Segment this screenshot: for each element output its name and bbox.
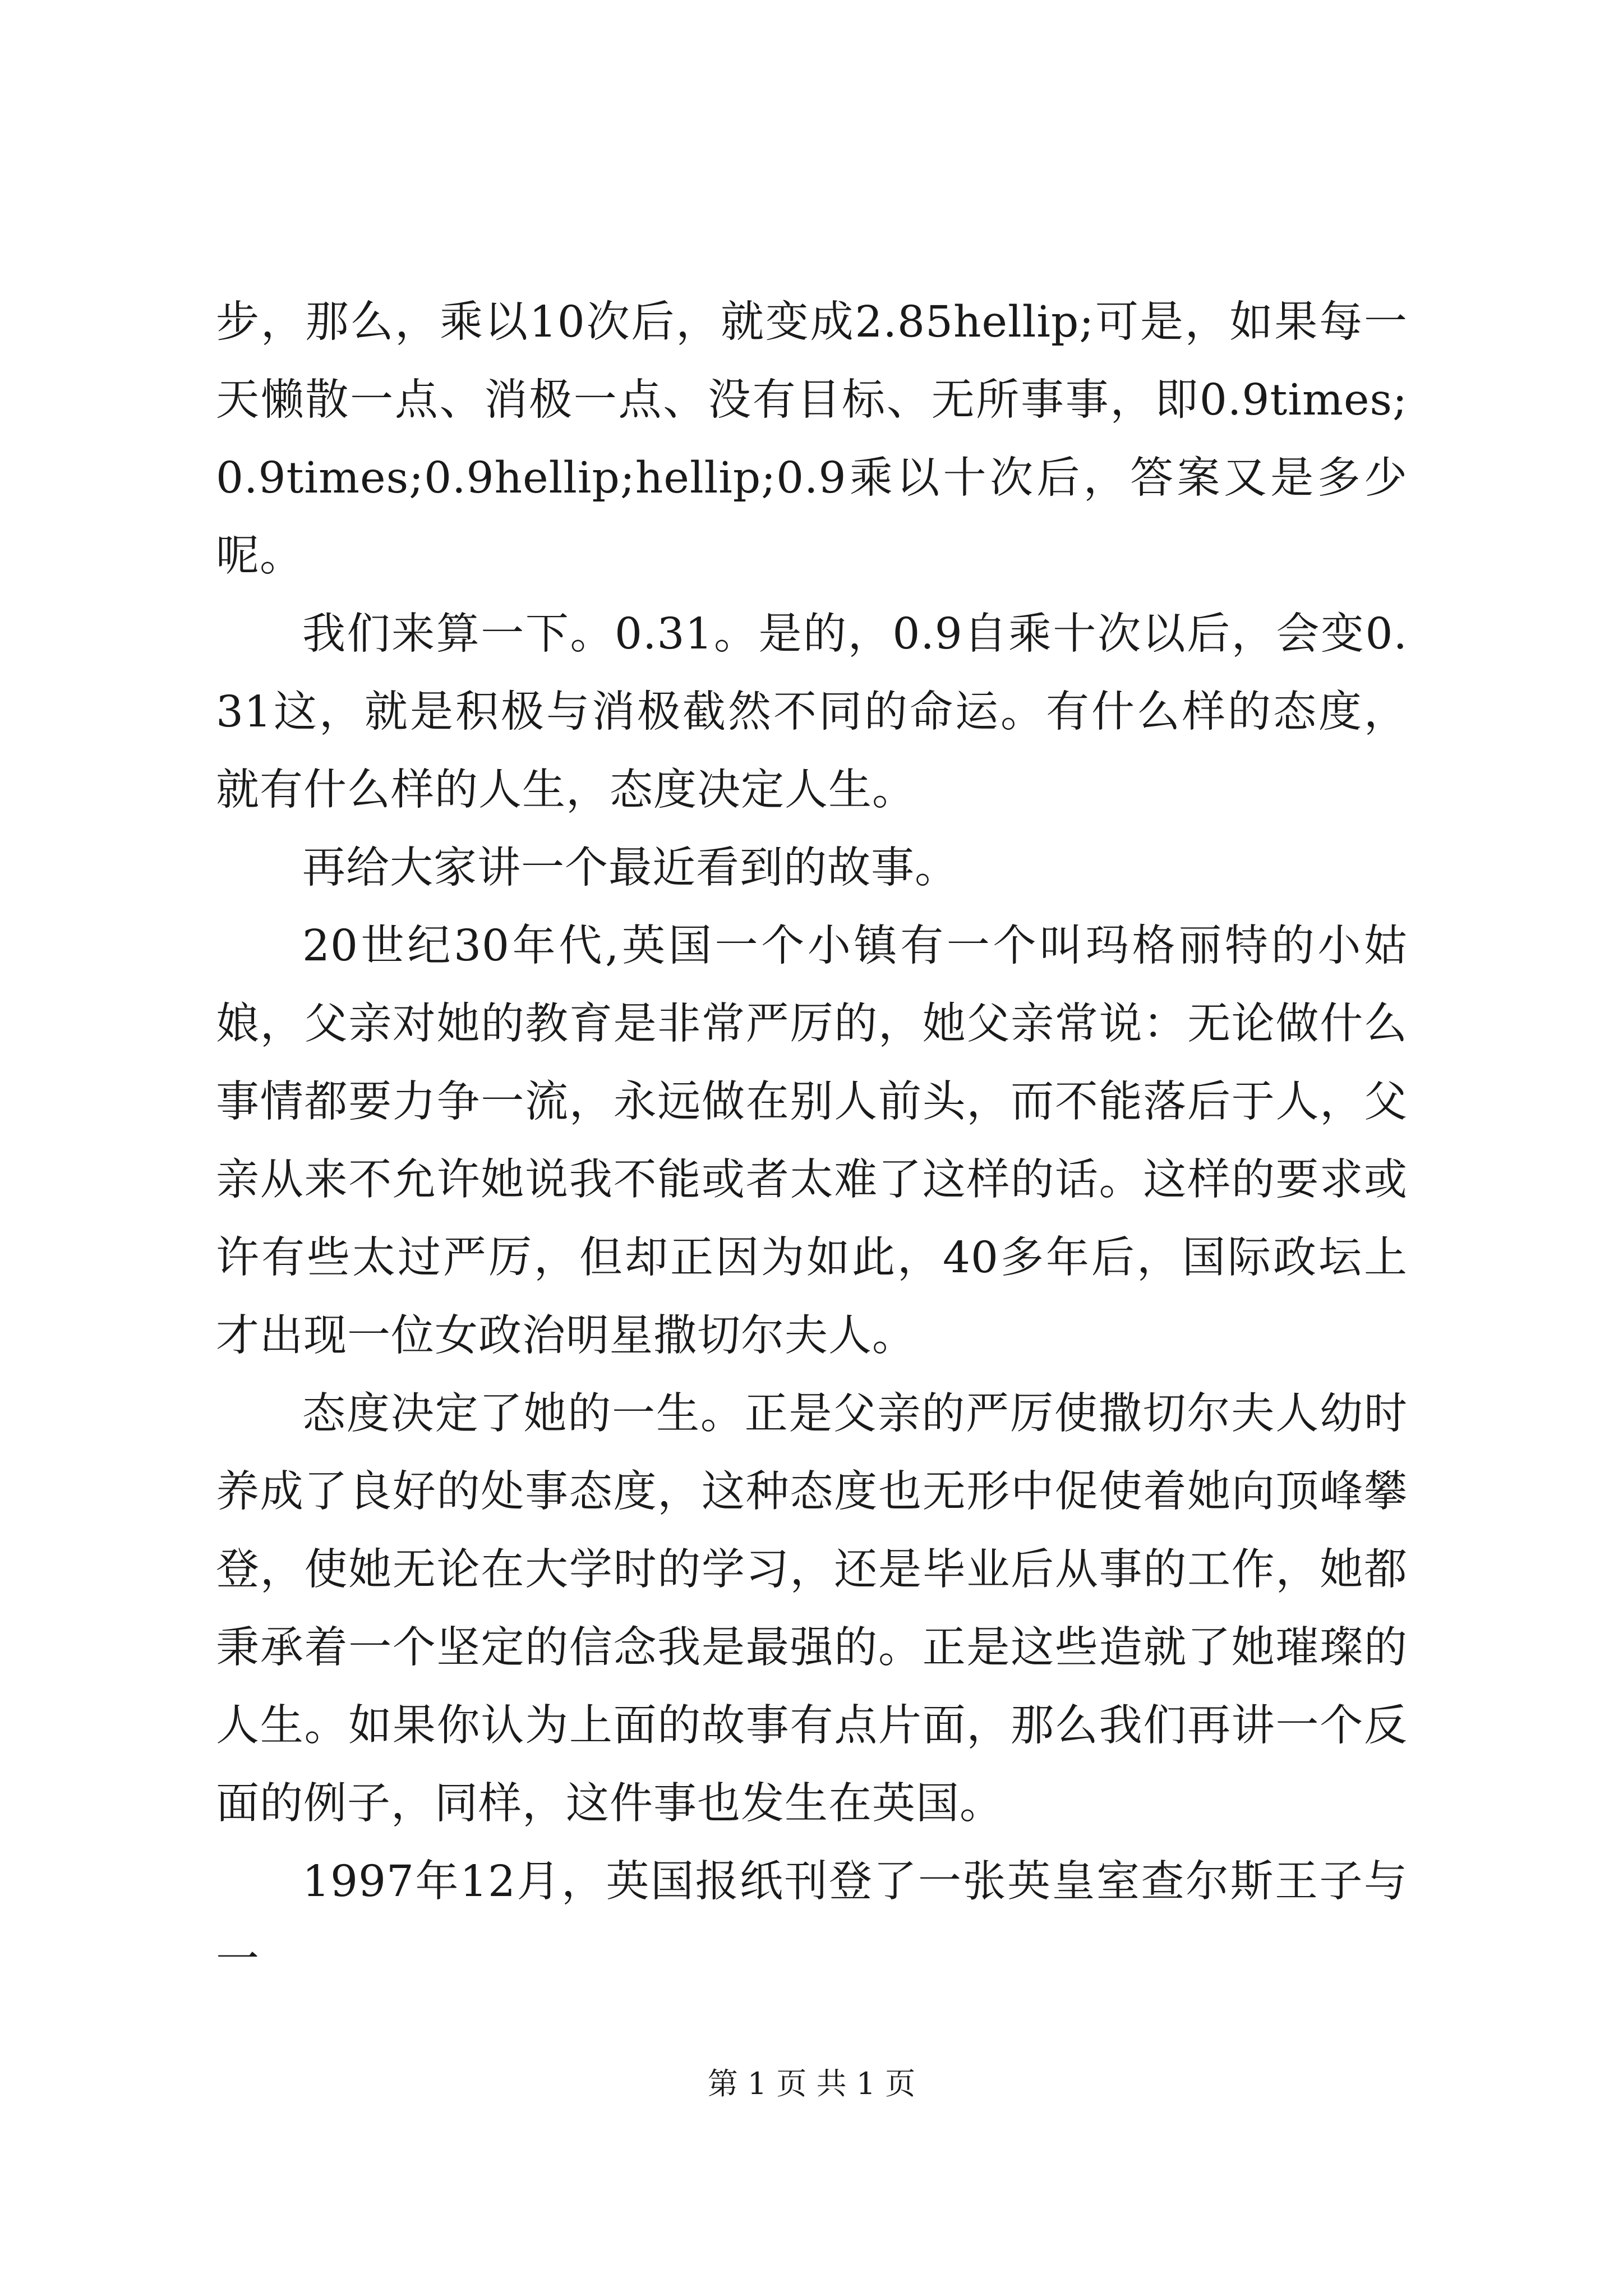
paragraph-5: 态度决定了她的一生。正是父亲的严厉使撒切尔夫人幼时养成了良好的处事态度，这种态度也无形中促使着她向顶峰攀登，使她无论在大学时的学习，还是毕业后从事的工作，她都秉承着一个坚定的信念我是最强的。正是这些造就了她璀璨的人生。如果你认为上面的故事有点片面，那么我们再讲一个反面的例子，同样，这件事也发生在英国。 bbox=[216, 1389, 1408, 1829]
page-footer: 第 1 页 共 1 页 bbox=[707, 2066, 916, 2101]
paragraph-6: 1997年12月，英国报纸刊登了一张英皇室查尔斯王子与一 bbox=[216, 1857, 1408, 1985]
paragraph-1: 步，那么，乘以10次后，就变成2.85hellip;可是，如果每一天懒散一点、消极一点、没有目标、无所事事，即0.9times;0.9times;0.9hellip;hellip;0.9乘以十次后，答案又是多少呢。 bbox=[216, 297, 1408, 581]
paragraph-4: 20世纪30年代,英国一个小镇有一个叫玛格丽特的小姑娘，父亲对她的教育是非常严厉的，她父亲常说：无论做什么事情都要力争一流，永远做在别人前头，而不能落后于人，父亲从来不允许她说我不能或者太难了这样的话。这样的要求或许有些太过严厉，但却正因为如此，40多年后，国际政坛上才出现一位女政治明星撒切尔夫人。 bbox=[216, 921, 1408, 1361]
document-body bbox=[216, 283, 1408, 1999]
paragraph-2: 我们来算一下。0.31。是的，0.9自乘十次以后，会变0.31这，就是积极与消极截然不同的命运。有什么样的态度，就有什么样的人生，态度决定人生。 bbox=[216, 609, 1408, 815]
paragraph-3: 再给大家讲一个最近看到的故事。 bbox=[302, 843, 958, 893]
